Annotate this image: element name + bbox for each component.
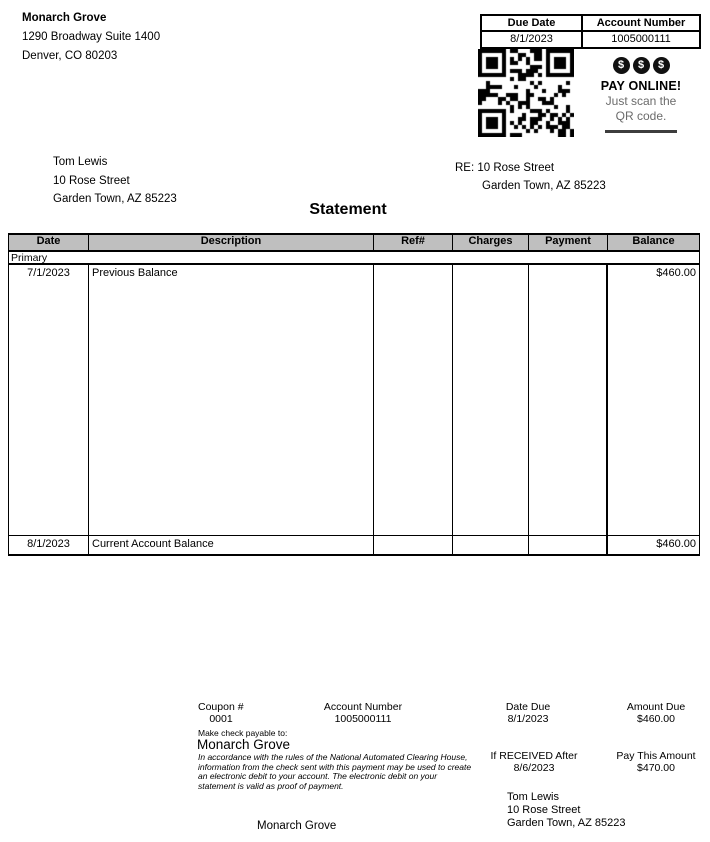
pay-this-amount-value: $470.00 bbox=[637, 762, 675, 774]
recipient-address-line1: 10 Rose Street bbox=[53, 174, 130, 187]
payable-to-name: Monarch Grove bbox=[197, 737, 291, 752]
cell-payment bbox=[529, 536, 608, 554]
pay-online-title: PAY ONLINE! bbox=[600, 79, 682, 93]
table-row bbox=[9, 265, 699, 535]
date-due-value: 8/1/2023 bbox=[507, 713, 549, 725]
due-date-account-table bbox=[480, 14, 701, 49]
due-date-header: Due Date bbox=[482, 16, 583, 30]
underline-bar bbox=[605, 130, 677, 133]
footer-company-name: Monarch Grove bbox=[257, 820, 337, 832]
cell-date: 8/1/2023 bbox=[9, 536, 89, 554]
sender-address-block bbox=[22, 9, 160, 66]
cell-ref bbox=[374, 536, 453, 554]
coupon-account-number-label: Account Number bbox=[323, 701, 403, 713]
cell-balance: $460.00 bbox=[656, 538, 696, 550]
dollar-icon: $ bbox=[633, 57, 650, 74]
payable-to-label: Make check payable to: bbox=[198, 728, 288, 738]
sender-address-line2: Denver, CO 80203 bbox=[22, 50, 118, 62]
cell-charges bbox=[453, 265, 529, 535]
pay-online-block bbox=[596, 57, 686, 133]
cell-charges bbox=[453, 536, 529, 554]
statement-table-header-row bbox=[9, 235, 699, 252]
cell-description: Previous Balance bbox=[89, 265, 374, 535]
re-line2: Garden Town, AZ 85223 bbox=[482, 180, 606, 192]
dollar-icon: $ bbox=[613, 57, 630, 74]
recipient-name: Tom Lewis bbox=[53, 156, 108, 168]
due-table-header-row bbox=[482, 16, 699, 32]
cell-date: 7/1/2023 bbox=[9, 265, 89, 535]
due-date-value: 8/1/2023 bbox=[482, 32, 583, 47]
amount-due-label: Amount Due bbox=[626, 701, 686, 713]
header-date: Date bbox=[9, 235, 89, 250]
pay-online-subtitle-line1: Just scan the bbox=[605, 94, 677, 108]
table-row bbox=[9, 535, 699, 554]
re-line1: RE: 10 Rose Street bbox=[455, 162, 555, 174]
coupon-account-number-value: 1005000111 bbox=[334, 713, 392, 725]
page-title: Statement bbox=[309, 201, 387, 218]
remit-address-line2: Garden Town, AZ 85223 bbox=[507, 817, 626, 829]
legal-line: In accordance with the rules of the National Automated Clearing House, bbox=[198, 752, 468, 762]
date-due-label: Date Due bbox=[505, 701, 551, 713]
recipient-address-line2: Garden Town, AZ 85223 bbox=[53, 193, 177, 205]
cell-ref bbox=[374, 265, 453, 535]
remit-name: Tom Lewis bbox=[507, 791, 559, 803]
sender-address-line1: 1290 Broadway Suite 1400 bbox=[22, 31, 161, 43]
account-number-value: 1005000111 bbox=[611, 33, 671, 45]
statement-table bbox=[8, 233, 700, 556]
section-label-row: Primary bbox=[9, 252, 699, 265]
legal-line: an electronic debit to your account. The electronic debit on your bbox=[198, 771, 438, 782]
pay-online-subtitle-line2: QR code. bbox=[615, 109, 667, 123]
amount-due-value: $460.00 bbox=[637, 713, 675, 725]
pay-this-amount-label: Pay This Amount bbox=[616, 750, 696, 762]
dollar-icons bbox=[596, 57, 686, 74]
if-received-after-label: If RECEIVED After bbox=[490, 750, 578, 762]
remit-address-line1: 10 Rose Street bbox=[507, 804, 581, 816]
header-payment: Payment bbox=[529, 235, 608, 250]
coupon-number-value: 0001 bbox=[209, 713, 233, 725]
header-balance: Balance bbox=[632, 235, 675, 247]
remit-address-block bbox=[507, 791, 625, 830]
due-table-value-row bbox=[482, 32, 699, 47]
header-charges: Charges bbox=[453, 235, 529, 250]
legal-line: information from the check sent with this payment may be used to create bbox=[198, 761, 472, 772]
header-ref: Ref# bbox=[374, 235, 453, 250]
legal-text bbox=[198, 753, 490, 791]
cell-description: Current Account Balance bbox=[89, 536, 374, 554]
cell-balance: $460.00 bbox=[656, 267, 696, 279]
account-number-header: Account Number bbox=[596, 17, 686, 29]
recipient-address-block bbox=[53, 153, 177, 209]
header-description: Description bbox=[89, 235, 374, 250]
qr-code bbox=[478, 49, 574, 137]
if-received-after-date: 8/6/2023 bbox=[513, 762, 555, 774]
dollar-icon: $ bbox=[653, 57, 670, 74]
legal-line: statement is valid as proof of payment. bbox=[198, 780, 344, 791]
coupon-number-label: Coupon # bbox=[198, 701, 244, 713]
sender-name: Monarch Grove bbox=[22, 12, 107, 24]
cell-payment bbox=[529, 265, 608, 535]
